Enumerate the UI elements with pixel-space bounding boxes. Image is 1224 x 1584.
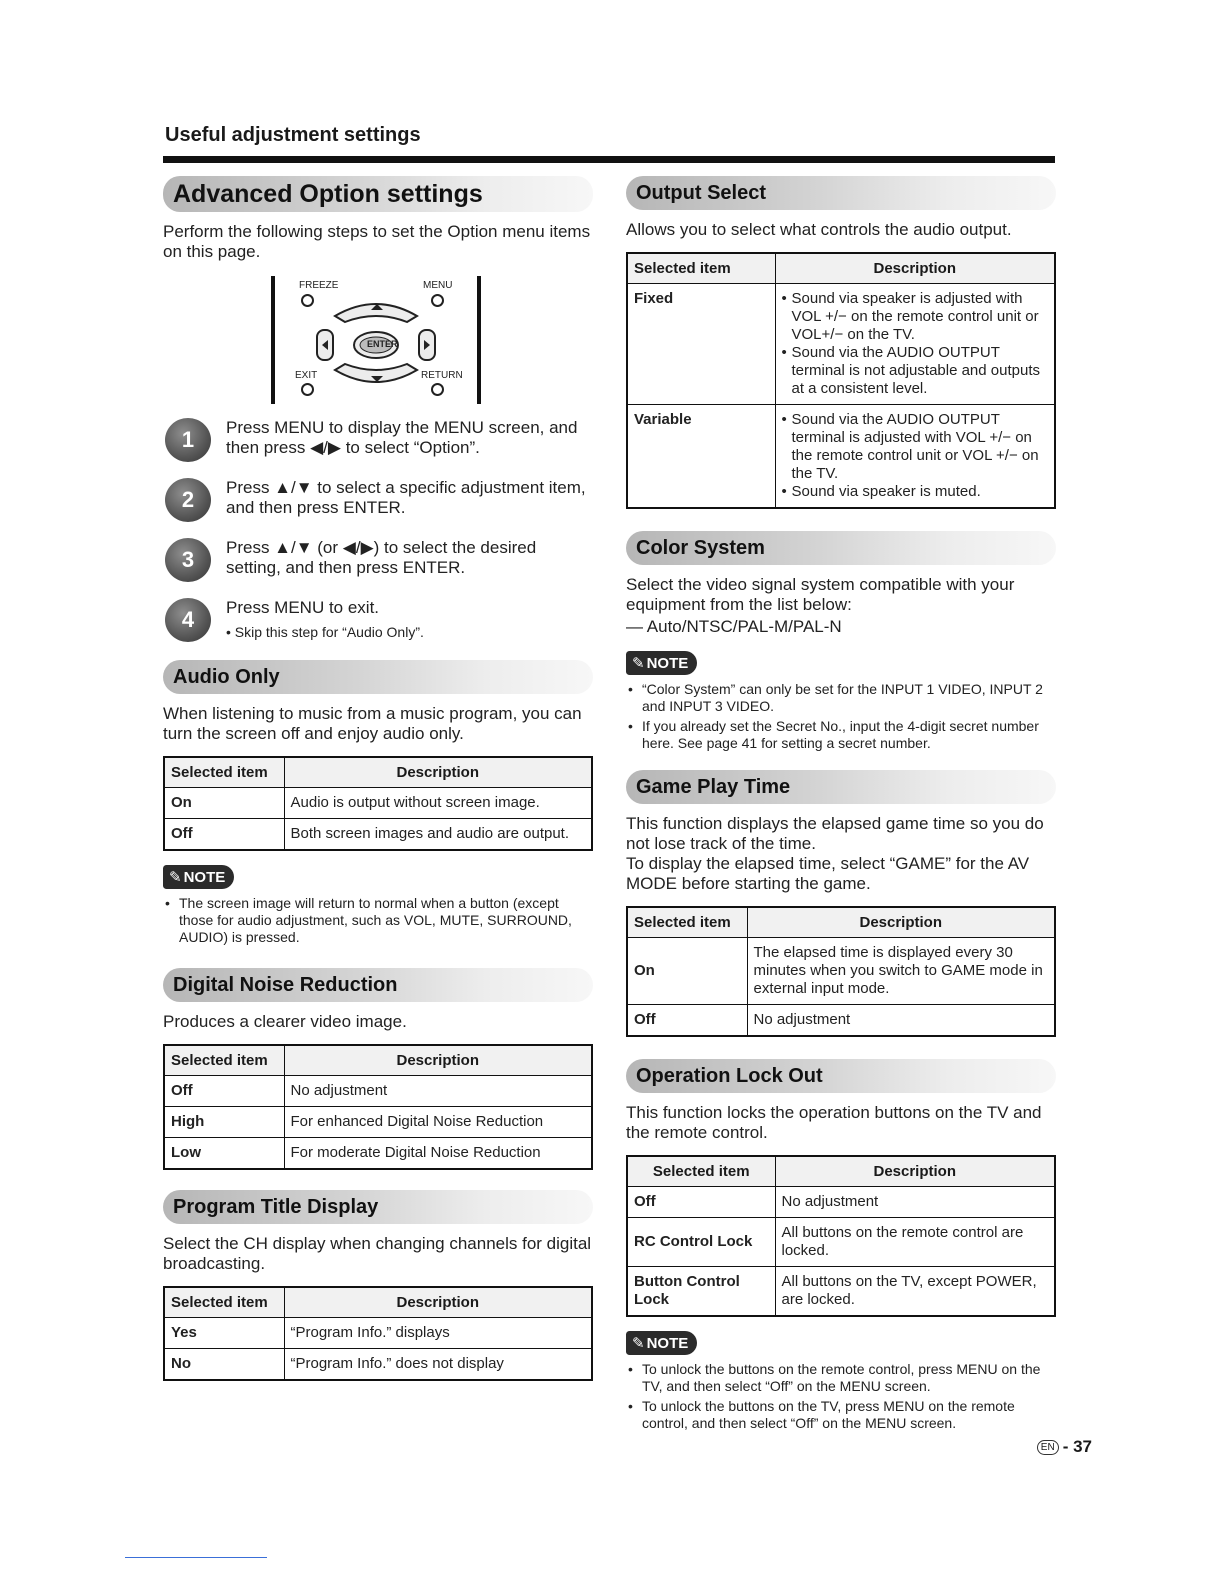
description-cell: Audio is output without screen image. xyxy=(284,788,592,819)
step-4-subnote: • Skip this step for “Audio Only”. xyxy=(226,624,424,640)
note-item: • To unlock the buttons on the remote control, press MENU on the TV, and then select “Off” on the MENU screen. xyxy=(626,1361,1056,1395)
table-row xyxy=(164,1107,592,1138)
operation-lock-notes xyxy=(626,1361,1056,1432)
exit-label: EXIT xyxy=(295,370,318,381)
table-row xyxy=(164,1076,592,1107)
item-cell: Off xyxy=(164,1076,284,1107)
column-header: Description xyxy=(775,253,1055,284)
exit-button[interactable] xyxy=(301,383,314,396)
step-4-subnote-text: Skip this step for “Audio Only”. xyxy=(234,624,424,640)
pencil-icon: ✎ xyxy=(169,869,182,886)
column-header: Description xyxy=(284,1287,592,1318)
column-header: Description xyxy=(284,1045,592,1076)
footer-line xyxy=(125,1557,267,1558)
column-header: Selected item xyxy=(627,907,747,938)
item-cell: Off xyxy=(627,1187,775,1218)
note-item: • If you already set the Secret No., input the 4-digit secret number here. See page 41 for setting a secret number. xyxy=(626,718,1056,752)
table-header-row xyxy=(627,907,1055,938)
table-header-row xyxy=(164,757,592,788)
column-header: Description xyxy=(775,1156,1055,1187)
remote-control-diagram xyxy=(271,276,491,406)
program-title-intro: Select the CH display when changing channels for digital broadcasting. xyxy=(163,1234,592,1273)
step-3 xyxy=(163,538,593,586)
color-system-intro: Select the video signal system compatible with your equipment from the list below: xyxy=(626,575,1015,614)
audio-only-table xyxy=(163,756,593,851)
step-number-3: 3 xyxy=(165,538,211,582)
description-cell: For moderate Digital Noise Reduction xyxy=(284,1138,592,1170)
step-number-1: 1 xyxy=(165,418,211,462)
color-system-heading: Color System xyxy=(626,531,1056,565)
menu-label: MENU xyxy=(423,280,453,291)
item-cell: RC Control Lock xyxy=(627,1218,775,1267)
note-item: • “Color System” can only be set for the INPUT 1 VIDEO, INPUT 2 and INPUT 3 VIDEO. xyxy=(626,681,1056,715)
table-header-row xyxy=(164,1287,592,1318)
step-4-text: Press MENU to exit. xyxy=(226,598,380,617)
header-rule xyxy=(163,156,1055,163)
color-system-notes xyxy=(626,681,1056,752)
table-header-row xyxy=(627,1156,1055,1187)
game-play-intro: This function displays the elapsed game time so you do not lose track of the time. xyxy=(626,814,1044,853)
remote-edge-left xyxy=(271,276,275,404)
table-header-row xyxy=(164,1045,592,1076)
note-item: • The screen image will return to normal when a button (except those for audio adjustment, such as VOL, MUTE, SURROUND, AUDIO) is pressed. xyxy=(163,895,593,946)
description-list xyxy=(782,411,1049,501)
advanced-option-heading: Advanced Option settings xyxy=(163,176,593,212)
description-list xyxy=(782,290,1049,398)
column-header: Description xyxy=(284,757,592,788)
table-row xyxy=(627,405,1055,509)
description-cell: All buttons on the remote control are locked. xyxy=(775,1218,1055,1267)
item-cell: Off xyxy=(627,1005,747,1037)
note-badge xyxy=(163,865,234,889)
output-select-table xyxy=(626,252,1056,509)
step-2-text: Press ▲/▼ to select a specific adjustment item, and then press ENTER. xyxy=(226,478,586,517)
step-number-4: 4 xyxy=(165,598,211,642)
right-column xyxy=(626,176,1056,1435)
table-row xyxy=(164,1138,592,1170)
step-2 xyxy=(163,478,593,526)
column-header: Selected item xyxy=(164,1045,284,1076)
left-column xyxy=(163,176,593,1381)
description-cell xyxy=(775,405,1055,509)
audio-only-heading: Audio Only xyxy=(163,660,593,694)
program-title-heading: Program Title Display xyxy=(163,1190,593,1224)
table-header-row xyxy=(627,253,1055,284)
operation-lock-table xyxy=(626,1155,1056,1317)
dnr-heading: Digital Noise Reduction xyxy=(163,968,593,1002)
description-point: • Sound via the AUDIO OUTPUT terminal is not adjustable and outputs at a consistent level. xyxy=(782,344,1049,398)
step-1-text: Press MENU to display the MENU screen, and then press ◀/▶ to select “Option”. xyxy=(226,418,578,457)
output-select-heading: Output Select xyxy=(626,176,1056,210)
freeze-label: FREEZE xyxy=(299,280,339,291)
step-4 xyxy=(163,598,593,646)
item-cell: On xyxy=(627,938,747,1005)
description-cell: Both screen images and audio are output. xyxy=(284,819,592,851)
description-cell: “Program Info.” displays xyxy=(284,1318,592,1349)
description-cell: For enhanced Digital Noise Reduction xyxy=(284,1107,592,1138)
operation-lock-heading: Operation Lock Out xyxy=(626,1059,1056,1093)
description-point: • Sound via speaker is adjusted with VOL +/− on the remote control unit or VOL+/− on the TV. xyxy=(782,290,1049,344)
advanced-intro: Perform the following steps to set the Option menu items on this page. xyxy=(163,222,591,261)
dnr-table xyxy=(163,1044,593,1170)
column-header: Selected item xyxy=(164,757,284,788)
game-play-table xyxy=(626,906,1056,1037)
note-item: • To unlock the buttons on the TV, press MENU on the remote control, and then select “Off” on the MENU screen. xyxy=(626,1398,1056,1432)
note-badge xyxy=(626,1331,697,1355)
step-3-text: Press ▲/▼ (or ◀/▶) to select the desired setting, and then press ENTER. xyxy=(226,538,537,577)
item-cell: Yes xyxy=(164,1318,284,1349)
page-number xyxy=(1037,1437,1092,1457)
description-point: • Sound via speaker is muted. xyxy=(782,483,1049,501)
description-cell xyxy=(775,284,1055,405)
note-label: NOTE xyxy=(183,868,226,886)
note-label: NOTE xyxy=(646,654,689,672)
output-select-intro: Allows you to select what controls the audio output. xyxy=(626,220,1012,239)
column-header: Description xyxy=(747,907,1055,938)
page-number-text: - 37 xyxy=(1062,1437,1092,1456)
description-point: • Sound via the AUDIO OUTPUT terminal is adjusted with VOL +/− on the remote control unit or VOL +/− on the TV. xyxy=(782,411,1049,483)
game-play-intro-2: To display the elapsed time, select “GAME” for the AV MODE before starting the game. xyxy=(626,854,1030,893)
table-row xyxy=(164,788,592,819)
column-header: Selected item xyxy=(627,1156,775,1187)
description-cell: No adjustment xyxy=(284,1076,592,1107)
item-cell: High xyxy=(164,1107,284,1138)
table-row xyxy=(627,1218,1055,1267)
item-cell: Variable xyxy=(627,405,775,509)
language-badge: EN xyxy=(1037,1440,1059,1455)
column-header: Selected item xyxy=(627,253,775,284)
item-cell: Button Control Lock xyxy=(627,1267,775,1317)
table-row xyxy=(164,1318,592,1349)
item-cell: Fixed xyxy=(627,284,775,405)
table-row xyxy=(164,819,592,851)
item-cell: No xyxy=(164,1349,284,1381)
table-row xyxy=(627,938,1055,1005)
return-label: RETURN xyxy=(421,370,463,381)
color-system-options: — Auto/NTSC/PAL-M/PAL-N xyxy=(626,617,842,636)
remote-edge-right xyxy=(477,276,481,404)
section-title: Useful adjustment settings xyxy=(165,124,421,146)
table-row xyxy=(627,1187,1055,1218)
step-number-2: 2 xyxy=(165,478,211,522)
table-row xyxy=(627,1005,1055,1037)
pencil-icon: ✎ xyxy=(632,655,645,672)
pencil-icon: ✎ xyxy=(632,1335,645,1352)
return-button[interactable] xyxy=(431,383,444,396)
operation-lock-intro: This function locks the operation buttons on the TV and the remote control. xyxy=(626,1103,1042,1142)
note-badge xyxy=(626,651,697,675)
description-cell: “Program Info.” does not display xyxy=(284,1349,592,1381)
dnr-intro: Produces a clearer video image. xyxy=(163,1012,407,1031)
enter-label: ENTER xyxy=(367,339,398,349)
description-cell: No adjustment xyxy=(747,1005,1055,1037)
description-cell: No adjustment xyxy=(775,1187,1055,1218)
program-title-table xyxy=(163,1286,593,1381)
item-cell: On xyxy=(164,788,284,819)
description-cell: The elapsed time is displayed every 30 minutes when you switch to GAME mode in external input mode. xyxy=(747,938,1055,1005)
description-cell: All buttons on the TV, except POWER, are locked. xyxy=(775,1267,1055,1317)
item-cell: Low xyxy=(164,1138,284,1170)
game-play-heading: Game Play Time xyxy=(626,770,1056,804)
audio-only-notes xyxy=(163,895,593,946)
table-row xyxy=(627,1267,1055,1317)
table-row xyxy=(164,1349,592,1381)
item-cell: Off xyxy=(164,819,284,851)
step-1 xyxy=(163,418,593,466)
audio-only-intro: When listening to music from a music program, you can turn the screen off and enjoy audio only. xyxy=(163,704,582,743)
note-label: NOTE xyxy=(646,1334,689,1352)
table-row xyxy=(627,284,1055,405)
column-header: Selected item xyxy=(164,1287,284,1318)
